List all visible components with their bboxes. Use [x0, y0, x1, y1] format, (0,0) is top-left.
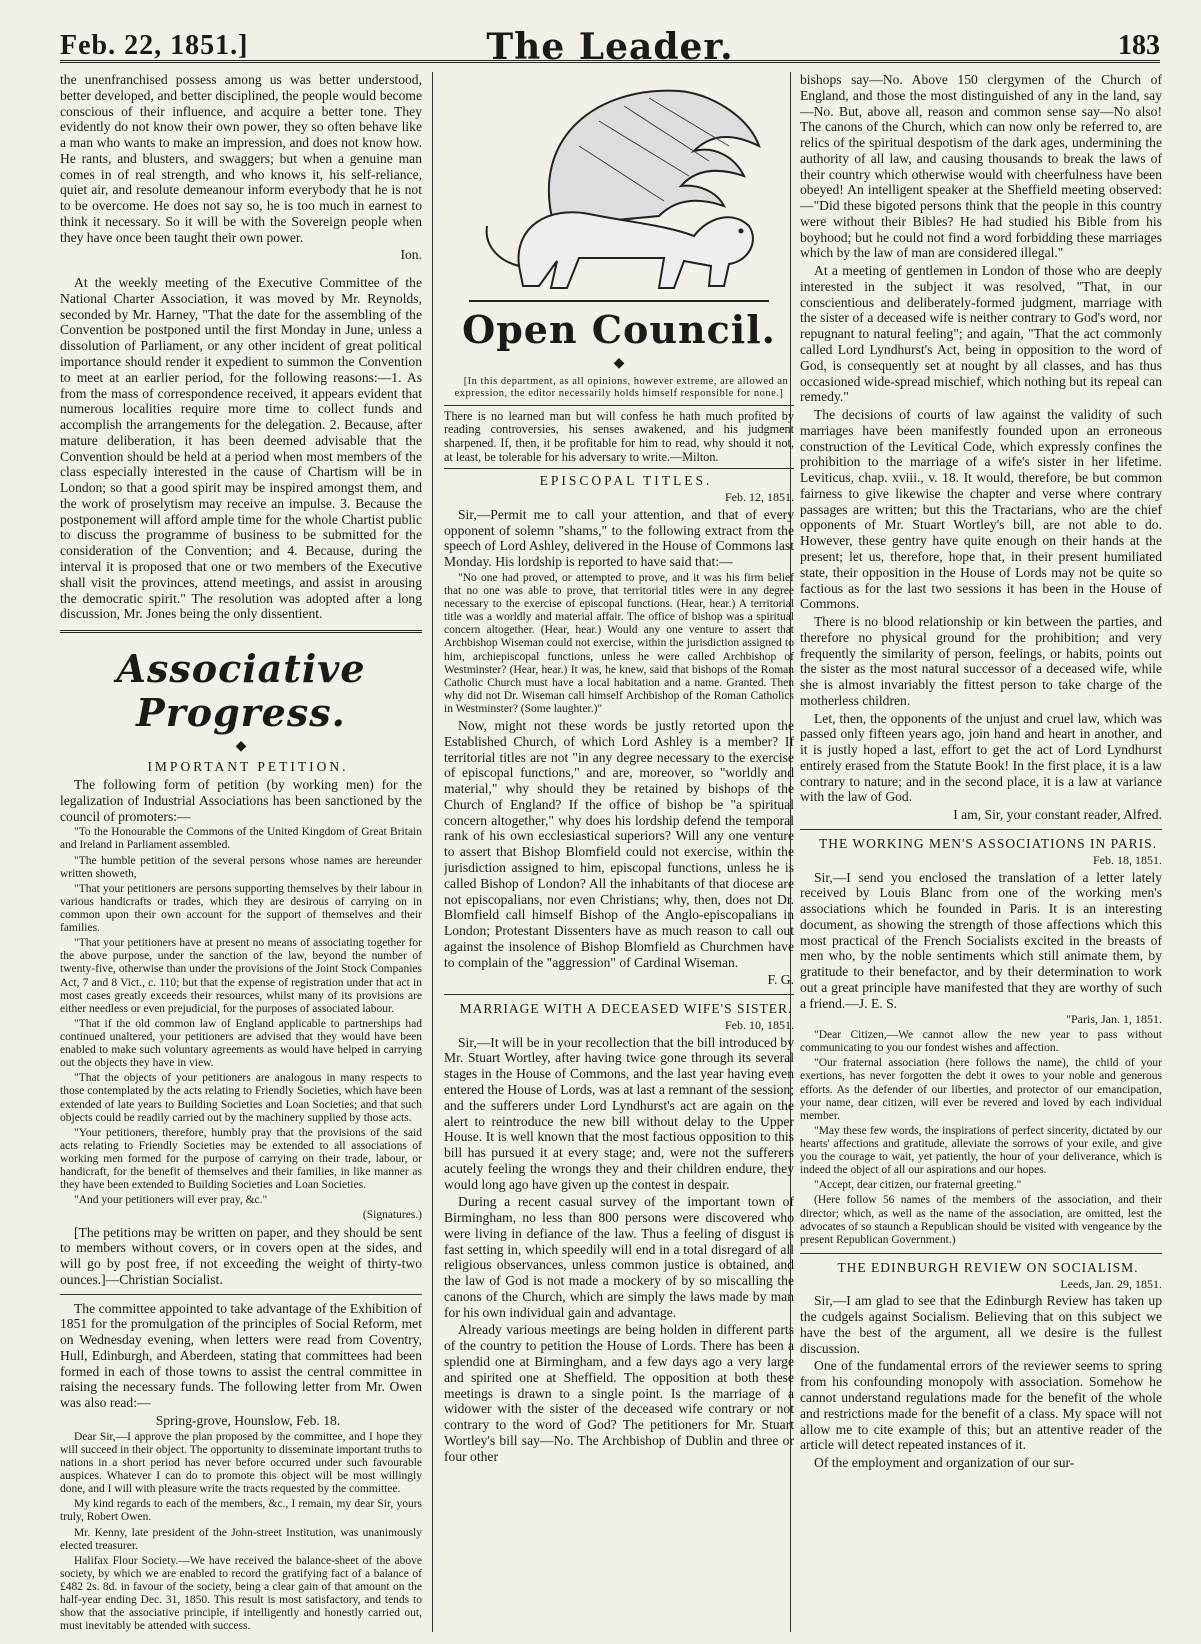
article-heading: MARRIAGE WITH A DECEASED WIFE'S SISTER. — [459, 1001, 793, 1017]
paragraph: bishops say—No. Above 150 clergymen of the Church of England, and those the most distinguished of any in the land, say—No. But, above all, reason and common sense say—No also! The canons of the Church, which can now only be referred to, are relics of the spiritual despotism of the dark ages, undermining the authority of all law, and causing thousands to break the laws of their country which otherwise would with cheerfulness have been obeyed! An intelligent speaker at the Sheffield meeting observed:—"Did these bigoted persons think that the people in this country were without their Bibles? He had studied his Bible from his boyhood; but he could not find a word forbidding these marriages which by the law of man are considered illegal." — [800, 72, 1162, 261]
petition-paragraph: "That if the old common law of England applicable to partnerships had continued unaltered, your petitioners are advised that they would have been enabled to make such voluntary agreements as would have helped in carrying out the objects they have in view. — [60, 1017, 422, 1070]
article-heading: EPISCOPAL TITLES. — [539, 473, 713, 489]
petition-paragraph: "That your petitioners are persons supporting themselves by their labour in various handicrafts or trades, which they are desirous of carrying on in common upon their own account for the support of themselves and their families. — [60, 882, 422, 935]
epigraph: There is no learned man but will confess he hath much profited by reading controversies, his senses awakened, and his judgment sharpened. If, then, it be profitable for him to read, why should it not, at least, be tolerable for his adversary to write.—Milton. — [444, 408, 794, 464]
dateline: "Paris, Jan. 1, 1851. — [1066, 1012, 1162, 1027]
paragraph: Sir,—I am glad to see that the Edinburgh Review has taken up the cudgels against Socialism. Believing that on this subject we have the best of the argument, all we desire is the fullest discussion. — [800, 1293, 1162, 1356]
paragraph: At the weekly meeting of the Executive Committee of the National Charter Association, it was moved by Mr. Reynolds, seconded by Mr. Harney, "That the date for the assembling of the Convention be postponed until the first Monday in June, unless a dissolution of Parliament, or any other incident of great political importance should render it expedient to summon the Convention to meet at an earlier period, for the following reasons:—1. As from the mass of correspondence received, it appears evident that numerous localities require more time to collect funds and accomplish the arrangements for the delegation. 2. Because, after mature deliberation, it has been deemed advisable that the Convention should be held at a period when most members of the class especially interested in the cause of Chartism will be in London; so that a good spirit may be inspired amongst them, and the work of proselytism may receive an impulse. 3. Because the postponement will afford ample time for the whole Chartist public to discuss the programme of business to be submitted for the consideration of the Convention; and 4. Because, during the interval it is proposed that one or two members of the Executive shall visit the provinces, attend meetings, and assist in arousing the democratic spirit." The resolution was adopted after a long discussion, Mr. Jones being the only dissentient. — [60, 275, 422, 622]
section-divider — [60, 630, 422, 637]
paragraph: Sir,—I send you enclosed the translation of a letter lately received by Louis Blanc from one of the working men's associations which he founded in Paris. It is an interesting document, as showing the strength of those affections which this most practical of the French Socialists excited in the breasts of men who, by the noble sentiments which still animate them, by gratitude to their benefactor, and by their determination to work out a great principle have manifested that they are worthy of such a friend.—J. E. S. — [800, 869, 1162, 1011]
petition-paragraph: "The humble petition of the several persons whose names are hereunder written showeth, — [60, 854, 422, 880]
letter-paragraph: "Accept, dear citizen, our fraternal greeting." — [814, 1179, 1022, 1192]
paragraph: The following form of petition (by working men) for the legalization of Industrial Associations has been sanctioned by the council of promoters:— — [60, 777, 422, 824]
paragraph: Mr. Kenny, late president of the John-street Institution, was unanimously elected treasurer. — [60, 1526, 422, 1552]
paragraph: During a recent casual survey of the important town of Birmingham, no less than 800 persons were discovered who were living in defiance of the law. Thus a feeling of disgust is fast setting in, which speedily will end in a total disregard of all religious observances, unless common justice is obtained, and the law of God is not made a mockery of by so miscalling the canons of the Church, which are simply the laws made by man for his own individual gain and advantage. — [444, 1194, 794, 1320]
paragraph: Let, then, the opponents of the unjust and cruel law, which was passed only fifteen years ago, join hand and heart in another, and it is justly hoped a last, effort to get the act of Lord Lyndhurst entirely erased from the Statute Book! In the first place, it is a law contrary to nature; and in the second place, it is a law at variance with the law of God. — [800, 710, 1162, 805]
column-middle — [444, 72, 794, 1632]
letter-paragraph: "May these few words, the inspirations of perfect sincerity, dictated by our hearts' affections and gratitude, alleviate the sorrows of your exile, and give you the courage to wait, yet patiently, the hour of your deliverance, which is indeed the object of all our aspirations and our hopes. — [800, 1124, 1162, 1177]
dateline: Leeds, Jan. 29, 1851. — [1060, 1276, 1162, 1291]
quotation: "No one had proved, or attempted to prove, and it was his firm belief that no one was able to prove, that territorial titles were in any degree necessary to the exercise of episcopal functions. (Hear, hear.) A territorial title was a worldly and material affair. The office of bishop was a spiritual concern altogether. (Hear, hear.) Would any one venture to assert that Archbishop Wiseman could not exercise, within the jurisdiction assigned to him, archiepiscopal functions, unless he were called Archbishop of Westminster? (Hear, hear.) It was, he knew, said that bishops of the Roman Catholic Church must have a local habitation and a name. Granted. Then why did not Dr. Wiseman call himself Archbishop of the Roman Catholics in Westminster? (Some laughter.)" — [444, 571, 794, 715]
paragraph: The decisions of courts of law against the validity of such marriages have been manifestly founded upon an erroneous construction of the Levitical Code, which expressly confines the prohibition to the marriage of a wife's sister in her lifetime. Leviticus, chap. xviii., v. 18. It would, therefore, be but common fairness to give likewise the chapter and verse where contrary passages are written; but this the Tractarians, who are the chief opponents of Mr. Stuart Wortley's bill, are not able to do. However, these gentry have quite enough on their hands at the present; let us, therefore, hope that, in their present humiliated state, their opposition in the House of Lords may not be quite so factious as for the last two sessions it has been in the House of Commons. — [800, 407, 1162, 612]
paragraph: Sir,—It will be in your recollection that the bill introduced by Mr. Stuart Wortley, after having twice gone through its several stages in the House of Commons, and the last year having even entered the House of Lords, was at last a remnant of the session; and the sufferers under Lord Lyndhurst's act are again on the alert to reintroduce the new bill without delay to the Upper House. It is well known that the most factious opposition to this bill has pursued it at every stage; and, were not the sufferers acutely feeling the wrongs they and their children endure, they would long ago have given up the contest in despair. — [444, 1034, 794, 1192]
paragraph: There is no blood relationship or kin between the parties, and therefore no physical ground for the prohibition; and very frequently the similarity of person, feelings, or habits, points out the sister as the most natural successor of a deceased wife, while she is almost invariably the fittest person to take charge of the motherless children. — [800, 614, 1162, 708]
petition-paragraph: "To the Honourable the Commons of the United Kingdom of Great Britain and Ireland in Parliament assembled. — [60, 826, 422, 852]
column-rule-left — [432, 72, 433, 1632]
editorial-disclaimer: [In this department, as all opinions, however extreme, are allowed an expression, the editor necessarily holds himself responsible for none.] — [454, 376, 789, 400]
dateline: Feb. 10, 1851. — [725, 1017, 794, 1032]
paragraph: Already various meetings are being holden in different parts of the country to petition the House of Lords. There has been a splendid one at Birmingham, and a few days ago a very large and spirited one at Sheffield. The opposition at both these meetings is drawn to a single point. Is the marriage of a widower with the sister of the deceased wife contrary or not contrary to the word of God? The petitioners for Mr. Stuart Wortley's bill say—No. The Archbishop of Dublin and three or four other — [444, 1322, 794, 1464]
petition-paragraph: "That your petitioners have at present no means of associating together for the above purpose, under the sanction of the law, beyond the number of twenty-five, otherwise than under the provisions of the Joint Stock Companies Act, 7 and 8 Vict., c. 110; but that the expense of registration under that act in most cases greatly exceeds their resources, whilst many of its provisions are either needless or even prejudicial, for the purposes of associated labour. — [60, 937, 422, 1015]
column-right — [800, 72, 1162, 1632]
signature: F. G. — [767, 972, 794, 988]
article-heading: THE EDINBURGH REVIEW ON SOCIALISM. — [837, 1259, 1139, 1275]
letter-paragraph: (Here follow 56 names of the members of the association, and their director; which, as well as the name of the association, are omitted, lest the advocates of so staunch a Republican should be visited with vengeance by the present Republican Government.) — [800, 1194, 1162, 1246]
column-left — [60, 72, 422, 1632]
paragraph: The committee appointed to take advantage of the Exhibition of 1851 for the promulgation of the principles of Social Reform, met on Wednesday evening, when letters were read from Coventry, Hull, Edinburgh, and Aberdeen, stating that committees had been formed in each of those towns to assist the central committee in raising the necessary funds. The following letter from Mr. Owen was also read:— — [60, 1300, 422, 1411]
paragraph: Of the employment and organization of our sur- — [814, 1455, 1075, 1471]
paragraph: Halifax Flour Society.—We have received the balance-sheet of the above society, by which we are enabled to record the gratifying fact of a balance of £482 2s. 8d. in favour of the society, being a clear gain of that amount on the half-year ending Dec. 31, 1850. This result is most satisfactory, and tends to show that the associative principle, if intelligently and honestly carried out, must inevitably be attended with success. — [60, 1554, 422, 1632]
letter-paragraph: Dear Sir,—I approve the plan proposed by the committee, and I hope they will succeed in their object. The opportunity to disseminate important truths to nations in a short period has never before occurred under such favourable auspices. Whatever I can do to promote this object will be most willingly done, and I will with pleasure write the tracts requested by the committee. — [60, 1430, 422, 1496]
paragraph: the unenfranchised possess among us was better understood, better developed, and better disciplined, the people would become conscious of their influence, and acquire a better tone. They evidently do not know their own power, they so often behave like a man who wants to make an impression, and does not know how. He rants, and blusters, and swaggers; but when a genuine man comes in of real strength, and who knows it, his self-reliance, quiet air, and resolute demeanour inform everybody that he is not to be overcome. He does not say so, he is too much in earnest to think it necessary. So it will be with the Sovereign people when they have once been taught their own power. — [60, 72, 422, 245]
paragraph: Sir,—Permit me to call your attention, and that of every opponent of solemn "shams," to the following extract from the speech of Lord Ashley, delivered in the House of Commons last Monday. His lordship is reported to have said that:— — [444, 506, 794, 570]
masthead — [60, 12, 1160, 68]
dateline: Feb. 12, 1851. — [725, 489, 794, 504]
signature: I am, Sir, your constant reader, Alfred. — [953, 807, 1162, 823]
issue-date: Feb. 22, 1851.] — [60, 30, 249, 61]
letter-paragraph: "Dear Citizen,—We cannot allow the new year to pass without communicating to you our fondest wishes and affection. — [800, 1029, 1162, 1055]
subsection-heading: IMPORTANT PETITION. — [147, 759, 349, 775]
petition-paragraph: "Your petitioners, therefore, humbly pray that the provisions of the said acts relating to Friendly Societies may be extended to all associations of working men formed for the purpose of carrying on their trade, labour, or handicraft, for the benefit of themselves and their families, in like manner as they have been extended to Building Societies and Loan Societies. — [60, 1126, 422, 1192]
page-number: 183 — [1118, 30, 1160, 61]
ornament-icon: ◆ — [235, 739, 247, 755]
newspaper-title: The Leader. — [486, 26, 734, 68]
paragraph: At a meeting of gentlemen in London of those who are deeply interested in the subject it was resolved, "That, in our conscientious and deliberately-formed judgment, marriage with the sister of a deceased wife is neither contrary to God's word, nor repugnant to natural feeling"; and again, "That the act commonly called Lord Lyndhurst's Act, being in opposition to the word of God, is consequently set at nought by all classes, and has thus occasioned wide-spread mischief, which nothing but its repeal can remedy." — [800, 263, 1162, 405]
section-title: Open Council. — [462, 307, 776, 352]
paragraph: One of the fundamental errors of the reviewer seems to spring from his confounding monopoly with association. Somehow he cannot understand regulations made for the benefit of the whole and restrictions made for the benefit of a class. My space will not allow me to cite example of this; but an attentive reader of the article will detect repeated instances of it. — [800, 1358, 1162, 1453]
section-title: Associative Progress. — [116, 646, 366, 736]
signatures-note: (Signatures.) — [362, 1209, 422, 1222]
signature: Ion. — [400, 247, 422, 263]
ornament-icon: ◆ — [613, 356, 625, 372]
winged-lion-emblem-icon — [459, 76, 779, 306]
petition-paragraph: "And your petitioners will ever pray, &c." — [74, 1194, 268, 1207]
petition-paragraph: "That the objects of your petitioners are analogous in many respects to those contemplated by the acts relating to Friendly Societies, which have been extended of late years to Building Societies and Loan Societies; and that such objects could be readily carried out by the machinery supplied by those acts. — [60, 1072, 422, 1124]
dateline: Feb. 18, 1851. — [1093, 852, 1162, 867]
paragraph: [The petitions may be written on paper, and they should be sent to members without covers, or in covers open at the sides, and will go by post free, if not exceeding the weight of thirty-two ounces.]—Christian Socialist. — [60, 1224, 422, 1287]
article-heading: THE WORKING MEN'S ASSOCIATIONS IN PARIS. — [819, 835, 1157, 851]
letter-paragraph: "Our fraternal association (here follows the name), the child of your exertions, has never forgotten the debt it owes to your noble and generous efforts. As the defender of our liberties, and protector of our emancipation, your name, dear citizen, will ever be revered and loved by each individual member. — [800, 1057, 1162, 1122]
letter-paragraph: My kind regards to each of the members, &c., I remain, my dear Sir, yours truly, Robert Owen. — [60, 1498, 422, 1524]
paragraph: Now, might not these words be justly retorted upon the Established Church, of which Lord Ashley is a member? If territorial titles are not "in any degree necessary to the exercise of episcopal functions," and are, moreover, so "worldly and material," why should they be retained by bishops of the Church of England? If the office of bishop be "a spiritual concern altogether," why does his lordship defend the temporal rank of his own ecclesiastical superiors? Will any one venture to assert that Bishop Blomfield could not exercise, within the jurisdiction assigned to him, episcopal functions, unless he is called Bishop of London? All the inhabitants of that diocese are not episcopalians, nor even Christians; why, then, does not Dr. Blomfield call himself Bishop of the Anglo-episcopalians in London; Protestant Dissenters have as much reason to call out against the insolence of Bishop Blomfield as Churchmen have to complain of the "aggression" of Cardinal Wiseman. — [444, 718, 794, 970]
letter-address: Spring-grove, Hounslow, Feb. 18. — [155, 1412, 341, 1428]
